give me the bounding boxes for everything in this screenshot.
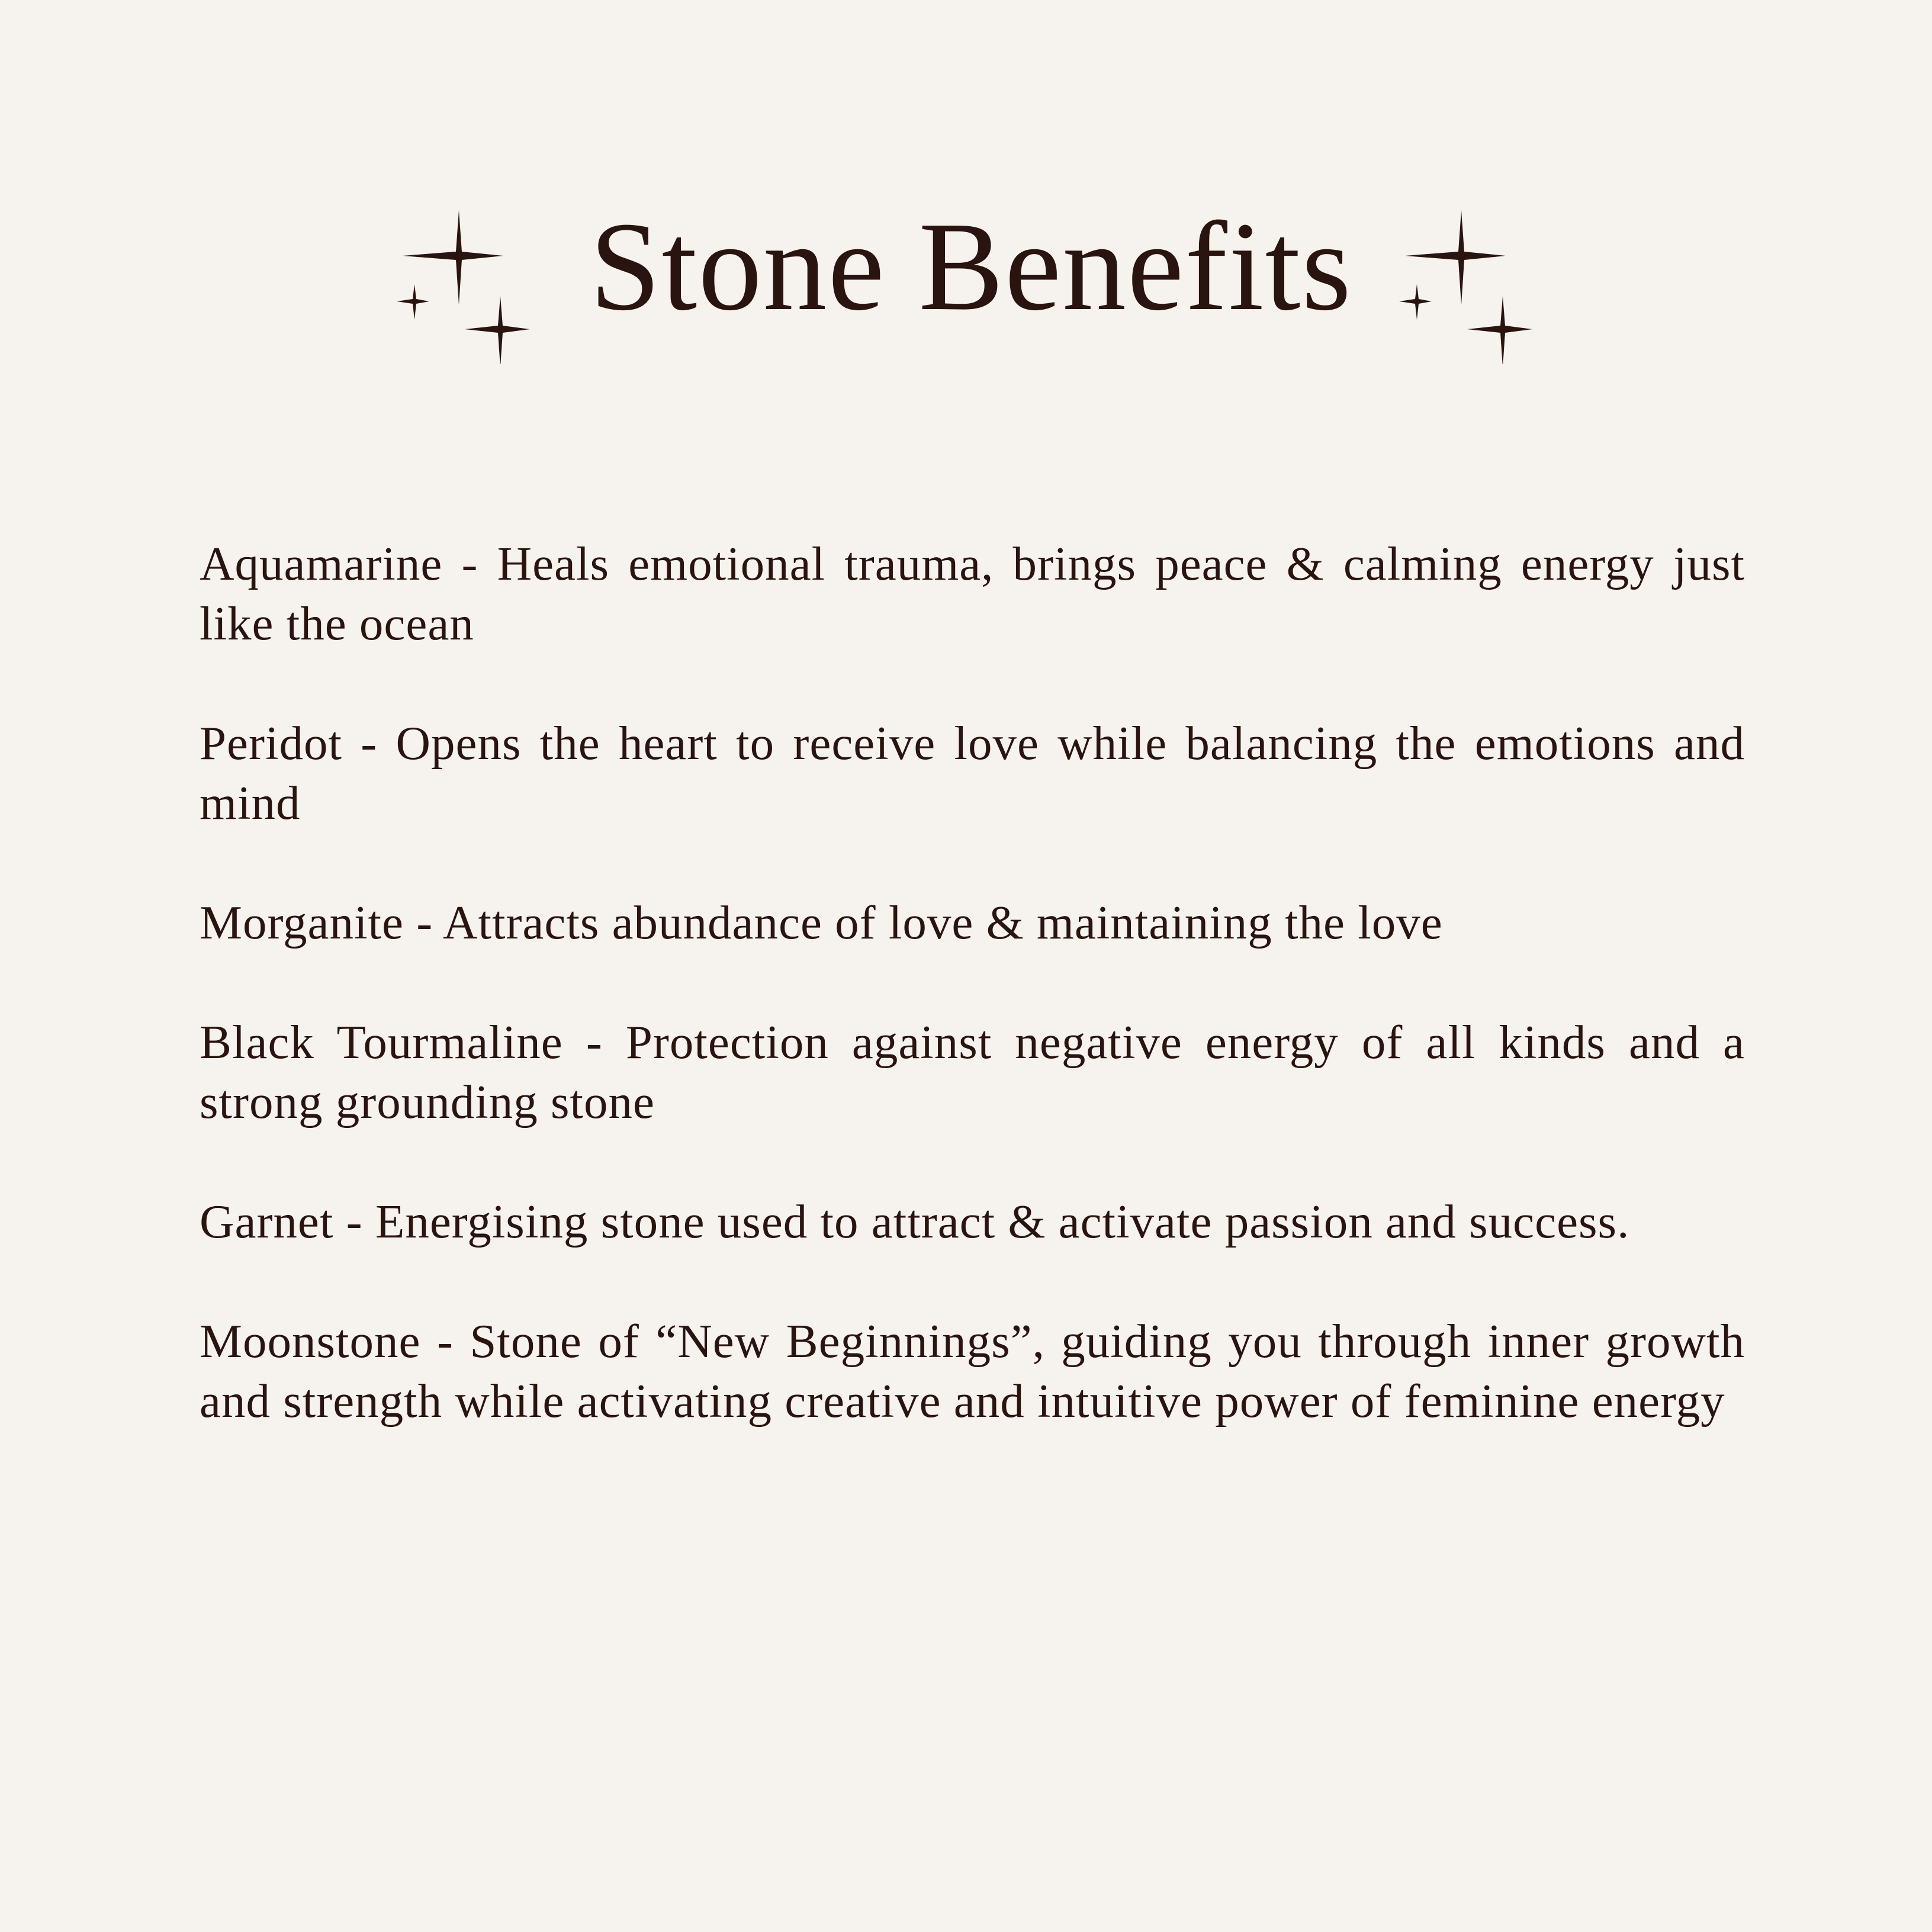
- stone-morganite: Morganite - Attracts abundance of love & maintaining the love: [200, 896, 1443, 949]
- title-row: [0, 178, 1932, 367]
- stone-garnet: Garnet - Energising stone used to attract & activate passion and success.: [200, 1195, 1630, 1248]
- stone-peridot: Peridot - Opens the heart to receive love while balancing the emotions and mind: [200, 716, 1745, 830]
- sparkles-icon: [385, 192, 545, 364]
- stone-moonstone: Moonstone - Stone of “New Beginnings”, guiding you through inner growth and strength while activating creative and intuitive power of feminine energy: [200, 1314, 1745, 1428]
- stone-aquamarine: Aquamarine - Heals emotional trauma, brings peace & calming energy just like the ocean: [200, 537, 1745, 650]
- sparkles-icon: [1387, 192, 1547, 364]
- stone-black-tourmaline: Black Tourmaline - Protection against negative energy of all kinds and a strong grounding stone: [200, 1015, 1745, 1129]
- stone-list: [200, 534, 1745, 1491]
- page-title: Stone Benefits: [590, 195, 1352, 337]
